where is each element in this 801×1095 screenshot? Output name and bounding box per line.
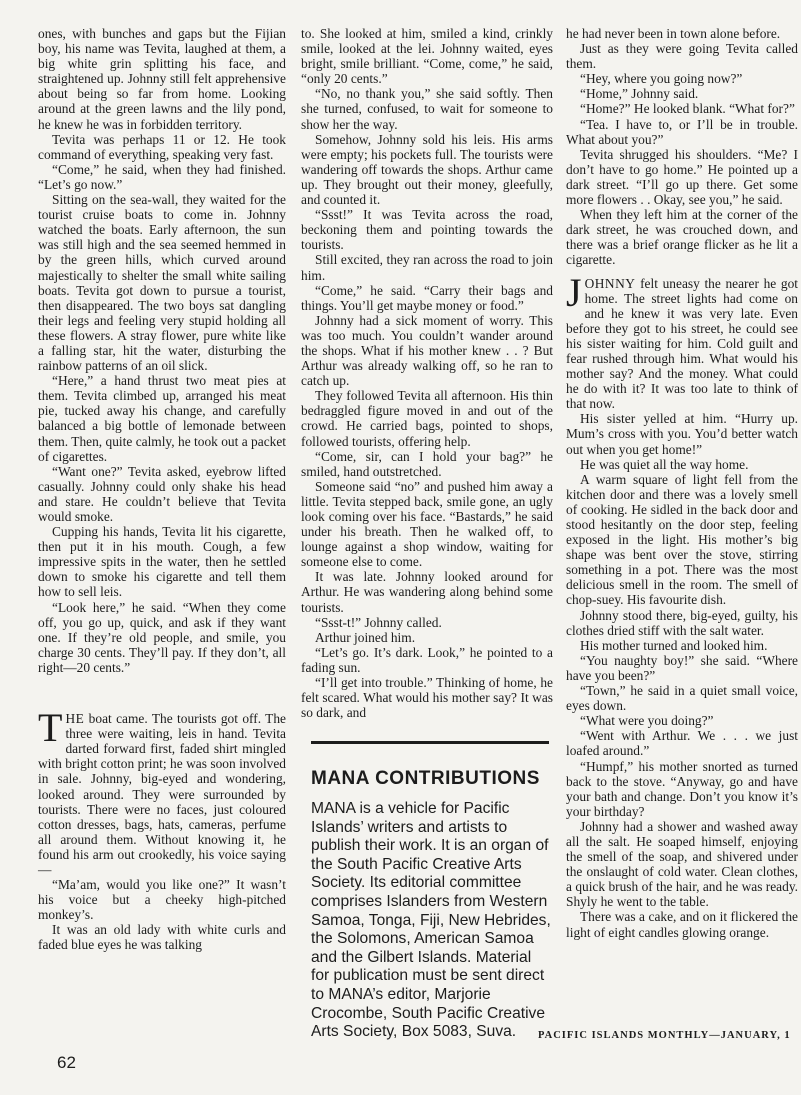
paragraph: “Home,” Johnny said. [580,86,699,102]
paragraph: His mother turned and looked him. [580,637,768,653]
paragraph: “Ssst!” It was Tevita across the road, beckoning them and pointing towards the tourists. [301,207,553,253]
section-gap [38,675,286,703]
paragraph: “Look here,” he said. “When they come off, you go up, quick, and ask if they want one. If they’re old people, and smile, you charge 30 cents. They’ll pay. If they don’t, all right—20 cents.” [38,599,286,675]
section-rule [311,741,549,744]
page-number: 62 [57,1053,76,1072]
paragraph: His sister yelled at him. “Hurry up. Mum’s cross with you. You’d better watch out when you get home!” [566,411,798,457]
mana-contributions-box [311,768,551,1042]
paragraph: Johnny stood there, big-eyed, guilty, his clothes dried stiff with the salt water. [566,607,798,638]
paragraph: Sitting on the sea-wall, they waited for the tourist cruise boats to come in. Johnny watched the boats. Early afternoon, the sun was still high and the sea seemed hemmed in by the green hills, which curved around majestically to shelter the small white sailing boats. Tevita got down to pursue a tourist, then disappeared. The two boys sat dangling their legs and feeling very stupid holding all these flowers. A stray flower, pure white like a falling star, hit the water, disturbing the rainbow patterns of an oil slick. [38,192,286,374]
column-2 [301,26,553,720]
small-caps-lead: HE [65,711,85,727]
paragraph: Just as they were going Tevita called them. [566,41,798,72]
paragraph: He was quiet all the way home. [580,456,749,472]
paragraph: “Come, sir, can I hold your bag?” he smiled, hand outstretched. [301,448,553,479]
paragraph: “Let’s go. It’s dark. Look,” he pointed to a fading sun. [301,644,553,675]
paragraph: Tevita shrugged his shoulders. “Me? I don’t have to go home.” He pointed up a dark street. “I’ll go up there. Get some more flowers . . Okay, see you,” he said. [566,146,798,208]
paragraph: “You naughty boy!” she said. “Where have you been?” [566,652,798,683]
dropcap-paragraph [566,269,798,412]
paragraph: Johnny had a shower and washed away all the salt. He soaped himself, enjoying the smell of the soap, and shivered under the onslaught of cold water. Clean clothes, a quick brush of the hair, and he was ready. Shyly he went to the table. [566,818,798,910]
paragraph: “Come,” he said, when they had finished. “Let’s go now.” [38,161,286,192]
running-footer: PACIFIC ISLANDS MONTHLY—JANUARY, 1 [538,1030,791,1041]
paragraph: It was an old lady with white curls and faded blue eyes he was talking [38,922,286,953]
paragraph: Tevita was perhaps 11 or 12. He took command of everything, speaking very fast. [38,131,286,162]
paragraph: When they left him at the corner of the dark street, he was crouched down, and there was a brief orange flicker as he lit a cigarette. [566,207,798,268]
paragraph: “Went with Arthur. We . . . we just loafed around.” [566,728,798,759]
paragraph: he had never been in town alone before. [566,26,781,41]
paragraph: Someone said “no” and pushed him away a little. Tevita stepped back, smile gone, an ugly look coming over his face. “Bastards,” he said under his breath. Then he walked off, to lounge against a shop window, waiting for someone else to come. [301,478,553,570]
paragraph: They followed Tevita all afternoon. His thin bedraggled figure moved in and out of the crowd. He carried bags, pointed to shops, followed tourists, offering help. [301,388,553,449]
paragraph: “Humpf,” his mother snorted as turned back to the stove. “Anyway, go and have your bath and change. Don’t you know it’s your birthday? [566,758,798,819]
paragraph: “Come,” he said. “Carry their bags and things. You’ll get maybe money or food.” [301,282,553,313]
paragraph: “Town,” he said in a quiet small voice, eyes down. [566,683,798,714]
box-title: MANA CONTRIBUTIONS [311,768,540,789]
paragraph: “I’ll get into trouble.” Thinking of home, he felt scared. What would his mother say? It was so dark, and [301,675,553,721]
paragraph: There was a cake, and on it flickered the light of eight candles glowing orange. [566,909,798,940]
small-caps-lead: OHNNY [584,275,636,291]
drop-cap: T [38,705,63,751]
drop-cap: J [566,269,582,315]
paragraph: “Ma’am, would you like one?” It wasn’t his voice but a cheeky high-pitched monkey’s. [38,877,286,923]
paragraph: Somehow, Johnny sold his leis. His arms were empty; his pockets full. The tourists were wandering off towards the shops. Arthur came up. They brought out their money, gleefully, and counted it. [301,131,553,208]
paragraph: “Want one?” Tevita asked, eyebrow lifted casually. Johnny could only shake his head and stare. He couldn’t believe that Tevita would smoke. [38,463,286,524]
paragraph: It was late. Johnny looked around for Arthur. He was wandering along behind some tourists. [301,569,553,615]
paragraph: “No, no thank you,” she said softly. Then she turned, confused, to wait for someone to show her the way. [301,86,553,132]
dropcap-text: boat came. The tourists got off. The three were waiting, leis in hand. Tevita darted forward first, faded shirt mingled with bright cotton print; he was soon involved in sale. Johnny, big-eyed and wondering, looked around. They were surrounded by tourists. There were no faces, just coloured cotton dresses, bags, hats, cameras, perfume all around them. Without knowing it, he found his arm out crookedly, his voice saying— [38,711,286,877]
paragraph: Cupping his hands, Tevita lit his cigarette, then put it in his mouth. Cough, a few impressive spits in the water, then he settled down to smoke his cigarette and tell them how to sell leis. [38,524,286,600]
column-1 [38,26,286,953]
paragraph: Still excited, they ran across the road to join him. [301,252,553,283]
col1-paragraphs [38,26,286,675]
dropcap-paragraph [38,705,286,877]
paragraph: “Home?” He looked blank. “What for?” [580,101,795,117]
box-body: MANA is a vehicle for Pacific Islands’ writers and artists to publish their work. It is an organ of the South Pacific Creative Arts Society. Its editorial committee comprises Islanders from Western Samoa, Tonga, Fiji, New Hebrides, the Solomons, American Samoa and the Gilbert Islands. Material for publication must be sent direct to MANA’s editor, Marjorie Crocombe, South Pacific Creative Arts Society, Box 5083, Suva. [311,800,551,1041]
paragraph: to. She looked at him, smiled a kind, crinkly smile, looked at the lei. Johnny waited, eyes bright, smile brilliant. “Come, come,” he said, “only 20 cents.” [301,26,553,87]
column-3 [566,26,798,940]
paragraph: Arthur joined him. [315,629,416,645]
paragraph: “Ssst-t!” Johnny called. [315,614,442,630]
paragraph: “What were you doing?” [580,713,714,729]
dropcap-text: felt uneasy the nearer he got home. The street lights had come on and he knew it was very late. Even before they got to his street, he could see his sister waiting for him. Cold guilt and fear rushed through him. What would his mother say? And the money. What could he do with it? It was too late to think of that now. [566,275,798,412]
paragraph: “Hey, where you going now?” [580,71,743,87]
paragraph: “Here,” a hand thrust two meat pies at them. Tevita climbed up, arranged his meat pie, tucked away his change, and carefully balanced a big bottle of lemonade between them. Then, quite calmly, he took out a packet of cigarettes. [38,373,286,464]
paragraph: ones, with bunches and gaps but the Fijian boy, his name was Tevita, laughed at them, a big white grin splitting his face, and straightened up. Johnny still felt apprehensive about being so far from home. Looking around at the green lawns and the lily pond, he knew he was in forbidden territory. [38,26,286,132]
paragraph: A warm square of light fell from the kitchen door and there was a lovely smell of cooking. He sidled in the back door and stood hesitantly on the door step, feeling exposed in the light. His mother’s big shape was bent over the stove, stirring something in a pot. There was the most delicious smell in the room. The smell of chop-suey. His favourite dish. [566,471,798,608]
paragraph: “Tea. I have to, or I’ll be in trouble. What about you?” [566,116,798,147]
paragraph: Johnny had a sick moment of worry. This was too much. You couldn’t wander around the shops. What if his mother knew . . ? But Arthur was already walking off, so he ran to catch up. [301,312,553,389]
